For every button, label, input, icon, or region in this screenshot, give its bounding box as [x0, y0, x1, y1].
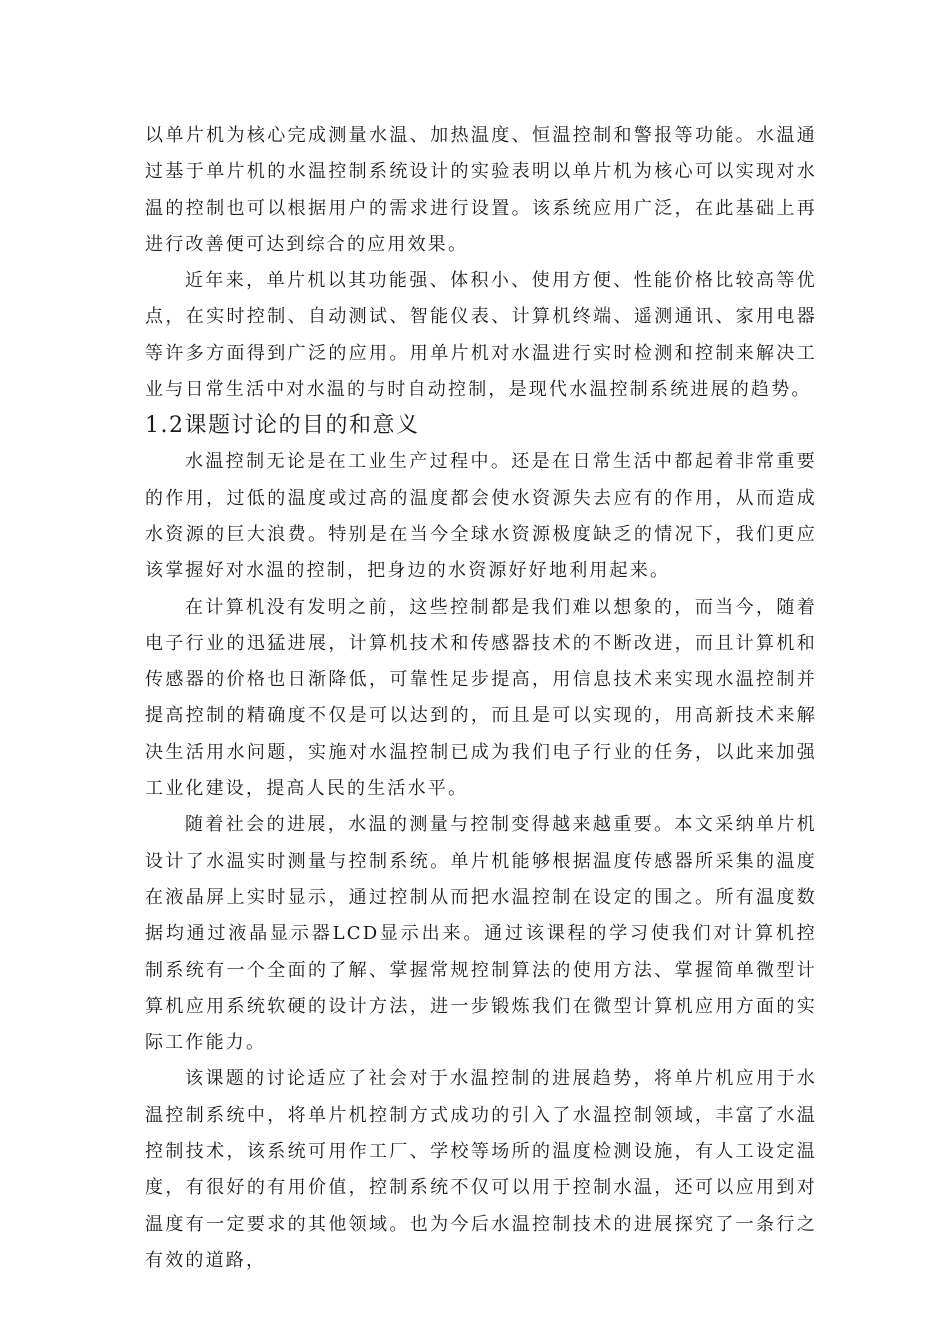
paragraph-computer-technology: 在计算机没有发明之前，这些控制都是我们难以想象的，而当今，随着电子行业的迅猛进展，计算机技术和传感器技术的不断改进，而且计算机和传感器的价格也日渐降低，可靠性足步提高，用信息技术来实现水温控制并提高控制的精确度不仅是可以达到的，而且是可以实现的，用高新技术来解决生活用水问题，实施对水温控制已成为我们电子行业的任务，以此来加强工业化建设，提高人民的生活水平。	[145, 596, 817, 800]
paragraph-continuation: 以单片机为核心完成测量水温、加热温度、恒温控制和警报等功能。水温通过基于单片机的水温控制系统设计的实验表明以单片机为核心可以实现对水温的控制也可以根据用户的需求进行设置。该系统应用广泛，在此基础上再进行改善便可达到综合的应用效果。	[145, 125, 817, 255]
document-body	[145, 118, 817, 1279]
paragraph-system-design: 随着社会的进展，水温的测量与控制变得越来越重要。本文采纳单片机设计了水温实时测量与控制系统。单片机能够根据温度传感器所采集的温度在液晶屏上实时显示，通过控制从而把水温控制在设定的围之。所有温度数据均通过液晶显示器LCD显示出来。通过该课程的学习使我们对计算机控制系统有一个全面的了解、掌握常规控制算法的使用方法、掌握简单微型计算机应用系统软硬的设计方法，进一步锻炼我们在微型计算机应用方面的实际工作能力。	[145, 814, 817, 1054]
paragraph-water-temperature-importance: 水温控制无论是在工业生产过程中。还是在日常生活中都起着非常重要的作用，过低的温度或过高的温度都会使水资源失去应有的作用，从而造成水资源的巨大浪费。特别是在当今全球水资源极度缺乏的情况下，我们更应该掌握好对水温的控制，把身边的水资源好好地利用起来。	[145, 451, 817, 582]
section-heading: 1.2课题讨论的目的和意义	[145, 413, 420, 439]
paragraph-single-chip-advantages: 近年来，单片机以其功能强、体积小、使用方便、性能价格比较高等优点，在实时控制、自动测试、智能仪表、计算机终端、遥测通讯、家用电器等许多方面得到广泛的应用。用单片机对水温进行实时检测和控制来解决工业与日常生活中对水温的与时自动控制，是现代水温控制系统进展的趋势。	[145, 270, 817, 401]
paragraph-research-significance: 该课题的讨论适应了社会对于水温控制的进展趋势，将单片机应用于水温控制系统中，将单片机控制方式成功的引入了水温控制领域，丰富了水温控制技术，该系统可用作工厂、学校等场所的温度检测设施，有人工设定温度，有很好的有用价值，控制系统不仅可以用于控制水温，还可以应用到对温度有一定要求的其他领域。也为今后水温控制技术的进展探究了一条行之有效的道路，	[145, 1068, 817, 1271]
